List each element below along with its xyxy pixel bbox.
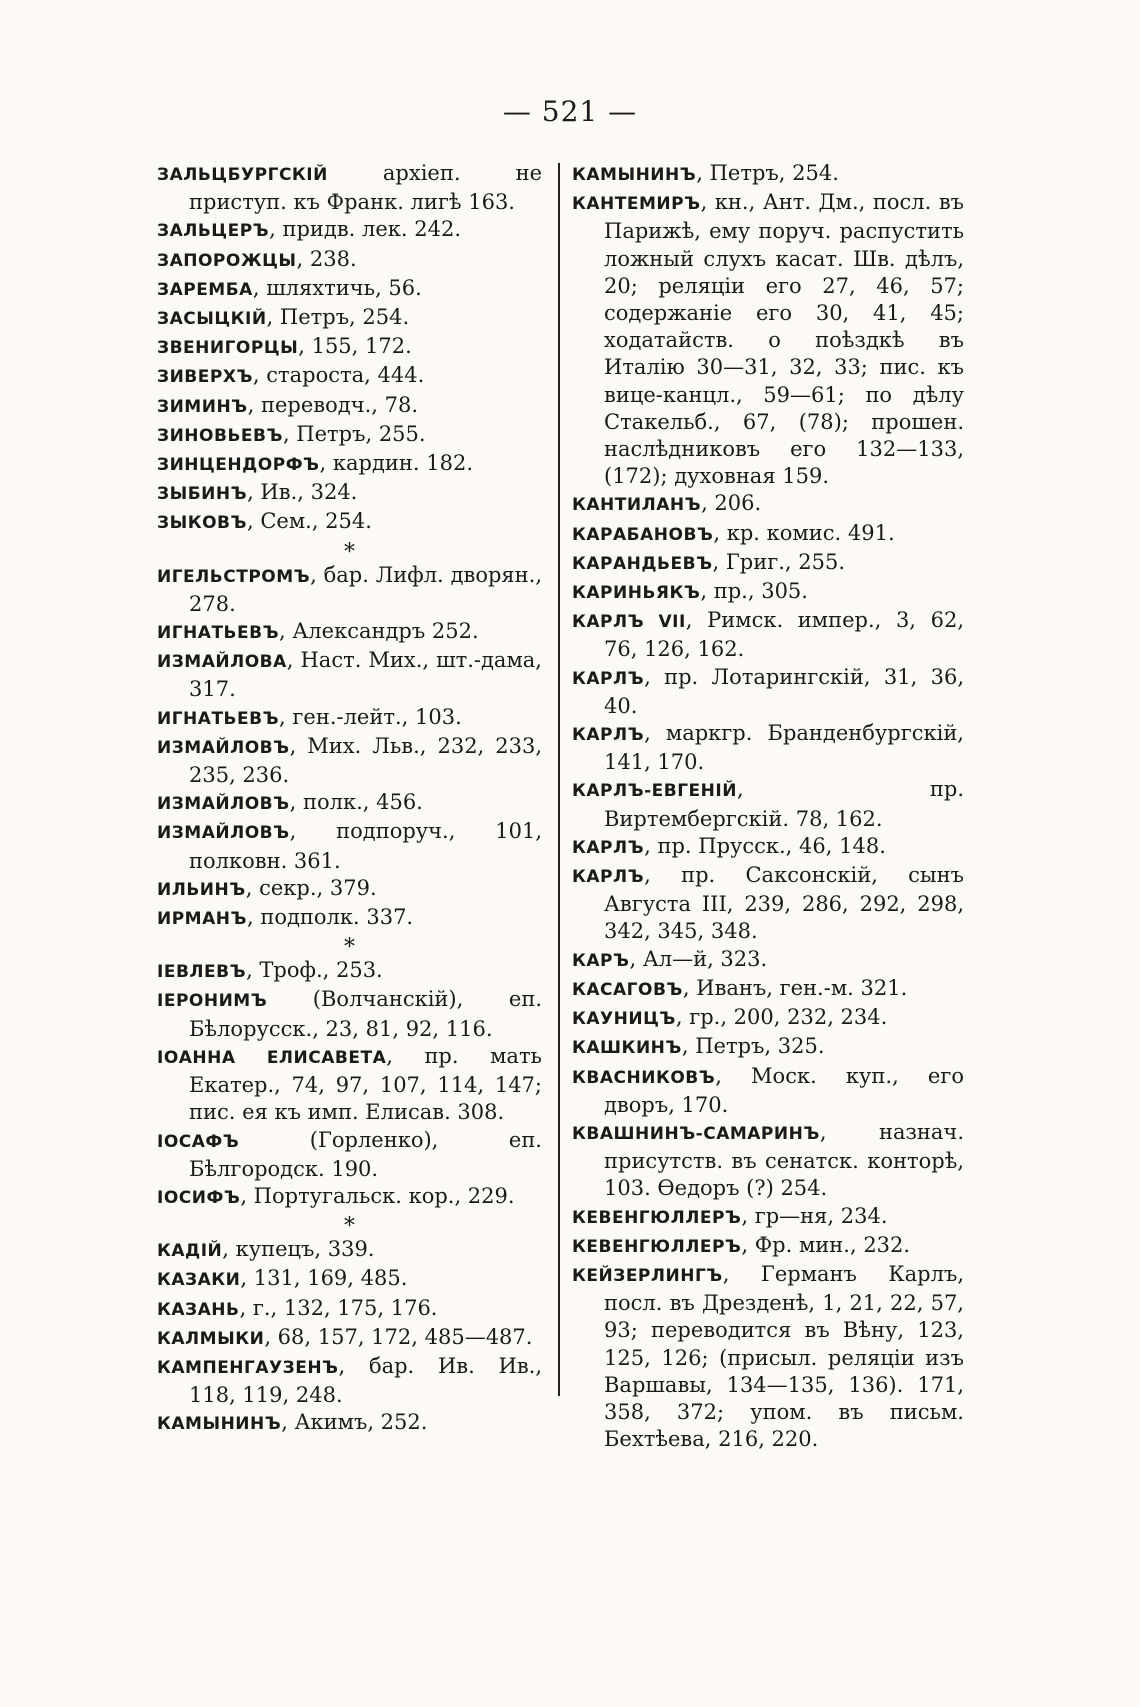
- entry-heading: КАЛМЫКИ: [157, 1328, 265, 1349]
- entry-text: , 206.: [701, 491, 762, 516]
- entry-text: , переводч., 78.: [247, 392, 419, 417]
- entry-text: , Сем., 254.: [246, 509, 372, 534]
- entry-heading: ЗАПОРОЖЦЫ: [157, 250, 297, 271]
- entry-text: , 131, 169, 485.: [240, 1266, 408, 1291]
- index-entry: [572, 189, 964, 490]
- index-entry: [157, 875, 542, 904]
- entry-heading: КАДІЙ: [157, 1241, 223, 1262]
- entry-heading: ЗАРЕМБА: [157, 279, 253, 300]
- entry-heading: КАРИНЬЯКЪ: [572, 583, 701, 604]
- entry-text: , назнач. присутств. въ сенатск. конторѣ, 103. Ѳедоръ (?) 254.: [604, 1119, 964, 1201]
- index-entry: [572, 1119, 964, 1203]
- entry-heading: ИГЕЛЬСТРОМЪ: [157, 566, 311, 587]
- entry-heading: КАНТЕМИРЪ: [572, 194, 701, 215]
- index-entry: [572, 833, 964, 862]
- entry-heading: КАРЛЪ VII: [572, 612, 686, 633]
- entry-text: (Горленко), еп. Бѣлгородск. 190.: [189, 1127, 542, 1181]
- entry-text: , Акимъ, 252.: [281, 1410, 428, 1435]
- entry-heading: ИЗМАЙЛОВЪ: [157, 737, 290, 758]
- entry-heading: ЗИНОВЬЕВЪ: [157, 425, 283, 446]
- entry-heading: КАМЫНИНЪ: [572, 165, 697, 185]
- entry-heading: ИЗМАЙЛОВЪ: [157, 823, 290, 844]
- entry-heading: КАРЛЪ: [572, 837, 645, 858]
- entry-text: архіеп. не приступ. къ Франк. лигѣ 163.: [189, 161, 542, 215]
- entry-text: , Ал—й, 323.: [629, 946, 768, 971]
- index-entry: [157, 1127, 542, 1183]
- index-entry: [157, 275, 542, 304]
- index-entry: [157, 160, 542, 216]
- entry-text: , бар. Лифл. дворян., 278.: [189, 562, 542, 616]
- entry-text: , Троф., 253.: [246, 958, 383, 983]
- index-entry: [157, 479, 542, 508]
- entry-heading: КАРЪ: [572, 950, 630, 971]
- index-entry: [157, 304, 542, 333]
- entry-heading: ІЕВЛЕВЪ: [157, 962, 247, 983]
- index-entry: [572, 776, 964, 832]
- entry-text: , бар. Ив. Ив., 118, 119, 248.: [189, 1353, 542, 1408]
- section-separator: *: [344, 539, 355, 565]
- entry-text: , 68, 157, 172, 485—487.: [264, 1324, 533, 1349]
- entry-text: , Иванъ, ген.-м. 321.: [682, 975, 908, 1000]
- entry-heading: ІОСИФЪ: [157, 1187, 241, 1208]
- entry-text: , пр. мать Екатер., 74, 97, 107, 114, 147; пис. ея къ имп. Елисав. 308.: [189, 1043, 542, 1125]
- entry-heading: КАРЛЪ: [572, 668, 645, 689]
- entry-text: , купецъ, 339.: [222, 1237, 375, 1262]
- entry-text: , подпоруч., 101, полковн. 361.: [189, 819, 542, 873]
- entry-heading: ИРМАНЪ: [157, 909, 247, 930]
- entry-text: , Александръ 252.: [279, 619, 479, 644]
- entry-heading: КАРАНДЬЕВЪ: [572, 553, 713, 574]
- entry-heading: КЕЙЗЕРЛИНГЪ: [572, 1265, 723, 1286]
- index-entry: [157, 1409, 542, 1438]
- entry-heading: КАРАБАНОВЪ: [572, 524, 714, 545]
- entry-text: , пр. Прусск., 46, 148.: [644, 833, 886, 858]
- entry-text: , Фр. мин., 232.: [741, 1232, 911, 1257]
- section-separator: *: [344, 1214, 355, 1240]
- index-entry: [572, 607, 964, 663]
- entry-text: , Ив., 324.: [247, 480, 358, 505]
- entry-text: , пр. Саксонскій, сынъ Августа III, 239, 286, 292, 298, 342, 345, 348.: [604, 863, 964, 944]
- entry-heading: ЗЫКОВЪ: [157, 513, 247, 534]
- index-entry: [572, 549, 964, 578]
- index-entry: [572, 862, 964, 946]
- index-entry: [572, 578, 964, 607]
- index-entry: [572, 1232, 964, 1261]
- index-entry: [157, 1353, 542, 1409]
- entry-heading: КАЗАКИ: [157, 1270, 241, 1291]
- entry-heading: ИЛЬИНЪ: [157, 879, 246, 900]
- index-entry: [572, 946, 964, 975]
- index-entry: [157, 562, 542, 618]
- entry-heading: КАНТИЛАНЪ: [572, 495, 702, 516]
- entry-text: , гр., 200, 232, 234.: [675, 1005, 888, 1030]
- entry-text: , Петръ, 325.: [681, 1034, 825, 1059]
- entry-text: , г., 132, 175, 176.: [239, 1295, 438, 1320]
- page-number: — 521 —: [502, 95, 638, 128]
- index-entry: [572, 1261, 964, 1453]
- entry-text: , Португальск. кор., 229.: [240, 1183, 515, 1208]
- entry-text: , пр. Лотарингскій, 31, 36, 40.: [604, 664, 964, 718]
- entry-heading: КВАСНИКОВЪ: [572, 1067, 716, 1088]
- entry-text: , полк., 456.: [289, 790, 423, 815]
- index-entry: [572, 664, 964, 720]
- index-entry: [157, 957, 542, 986]
- entry-heading: ІОСАФЪ: [157, 1131, 240, 1152]
- entry-heading: КАСАГОВЪ: [572, 979, 683, 1000]
- entry-heading: ИГНАТЬЕВЪ: [157, 708, 280, 729]
- entry-text: , Германъ Карлъ, посл. въ Дрезденѣ, 1, 21, 22, 57, 93; переводится въ Вѣну, 123, 125, 126; (присыл. реляціи изъ Варшавы, 134—135, 136). 171, 358, 372; упом. въ письм. Бехтѣева, 216, 220.: [604, 1261, 964, 1452]
- entry-heading: КАМПЕНГАУЗЕНЪ: [157, 1357, 339, 1378]
- entry-heading: КАРЛЪ-ЕВГЕНІЙ: [572, 781, 737, 802]
- index-entry: [157, 333, 542, 362]
- entry-text: , Римск. импер., 3, 62, 76, 126, 162.: [604, 608, 965, 662]
- entry-heading: КАШКИНЪ: [572, 1038, 682, 1059]
- entry-text: , Моск. куп., его дворъ, 170.: [604, 1063, 964, 1117]
- index-entry: [157, 246, 542, 275]
- entry-heading: ЗИНЦЕНДОРФЪ: [157, 455, 320, 476]
- entry-heading: ЗВЕНИГОРЦЫ: [157, 338, 299, 359]
- index-entry: [157, 818, 542, 874]
- index-entry: [572, 975, 964, 1004]
- entry-heading: ЗАЛЬЦБУРГСКІЙ: [157, 165, 328, 185]
- index-entry: [572, 1004, 964, 1033]
- entry-heading: КАУНИЦЪ: [572, 1009, 676, 1030]
- entry-text: , придв. лек. 242.: [269, 217, 462, 242]
- index-entry: [572, 1203, 964, 1232]
- entry-heading: КВАШНИНЪ-САМАРИНЪ: [572, 1123, 820, 1144]
- entry-text: , Мих. Льв., 232, 233, 235, 236.: [189, 733, 542, 788]
- index-entry: [157, 986, 542, 1042]
- entry-text: , Петръ, 254.: [266, 305, 410, 330]
- index-column-right: [572, 160, 964, 1453]
- index-entry: [157, 1183, 542, 1212]
- entry-text: , Григ., 255.: [712, 549, 846, 574]
- index-entry: [157, 1295, 542, 1324]
- entry-text: , пр., 305.: [700, 579, 808, 604]
- index-entry: [157, 1324, 542, 1353]
- entry-heading: КАРЛЪ: [572, 725, 645, 746]
- entry-heading: ЗЫБИНЪ: [157, 484, 248, 505]
- entry-text: , Петръ, 254.: [696, 161, 839, 185]
- entry-text: , Петръ, 255.: [282, 421, 426, 446]
- index-entry: [157, 421, 542, 450]
- entry-text: , гр—ня, 234.: [741, 1203, 888, 1228]
- index-entry: [157, 1236, 542, 1265]
- entry-text: , староста, 444.: [252, 363, 425, 388]
- entry-heading: КАЗАНЬ: [157, 1299, 240, 1320]
- index-entry: [572, 490, 964, 519]
- entry-heading: ИЗМАЙЛОВЪ: [157, 794, 290, 815]
- index-entry: [157, 733, 542, 789]
- entry-heading: ЗАЛЬЦЕРЪ: [157, 221, 270, 242]
- entry-text: , кардин. 182.: [319, 451, 474, 476]
- index-entry: [157, 1265, 542, 1294]
- column-divider: [558, 163, 560, 1396]
- index-entry: [572, 1033, 964, 1062]
- entry-text: , Наст. Мих., шт.-дама, 317.: [189, 648, 542, 702]
- entry-heading: КАМЫНИНЪ: [157, 1414, 282, 1435]
- entry-heading: ИГНАТЬЕВЪ: [157, 623, 280, 644]
- index-entry: [572, 160, 964, 189]
- index-entry: [157, 392, 542, 421]
- index-entry: [157, 508, 542, 537]
- index-entry: [157, 904, 542, 933]
- index-entry: [157, 704, 542, 733]
- entry-text: , кн., Ант. Дм., посл. въ Парижѣ, ему поруч. распустить ложный слухъ касат. Шв. дѣлъ, 20; реляціи его 27, 46, 57; содержаніе его 30, 41, 45; ходатайств. о поѣздкѣ въ Италію 30—31, 32, 33; пис. къ вице-канцл., 59—61; по дѣлу Стакельб., 67, (78); прошен. наслѣдниковъ его 132—133, (172); духовная 159.: [604, 190, 964, 489]
- index-entry: [157, 618, 542, 647]
- entry-heading: ІЕРОНИМЪ: [157, 991, 268, 1012]
- entry-heading: КЕВЕНГЮЛЛЕРЪ: [572, 1207, 742, 1228]
- index-column-left: [157, 160, 542, 1439]
- entry-heading: ИЗМАЙЛОВА: [157, 652, 287, 673]
- entry-text: , пр. Виртембергскій. 78, 162.: [604, 777, 964, 831]
- index-entry: [572, 720, 964, 776]
- entry-heading: ІОАННА ЕЛИСАВЕТА: [157, 1047, 387, 1068]
- index-entry: [157, 450, 542, 479]
- entry-text: (Волчанскій), еп. Бѣлорусск., 23, 81, 92, 116.: [189, 987, 542, 1041]
- entry-text: , маркгр. Бранденбургскій, 141, 170.: [604, 721, 964, 775]
- entry-heading: ЗИВЕРХЪ: [157, 367, 253, 388]
- index-entry: [157, 1043, 542, 1127]
- entry-heading: ЗИМИНЪ: [157, 396, 248, 417]
- index-entry: [157, 789, 542, 818]
- entry-text: , 238.: [296, 246, 357, 271]
- entry-text: , ген.-лейт., 103.: [279, 704, 462, 729]
- index-entry: [572, 1063, 964, 1119]
- index-entry: [157, 362, 542, 391]
- entry-text: , подполк. 337.: [246, 905, 414, 930]
- index-entry: [157, 216, 542, 245]
- index-entry: [157, 647, 542, 703]
- entry-heading: ЗАСЫЦКІЙ: [157, 309, 267, 330]
- index-entry: [572, 520, 964, 549]
- entry-heading: КЕВЕНГЮЛЛЕРЪ: [572, 1236, 742, 1257]
- entry-text: , секр., 379.: [245, 875, 377, 900]
- entry-text: , кр. комис. 491.: [713, 520, 895, 545]
- section-separator: *: [344, 935, 355, 961]
- entry-text: , шляхтичь, 56.: [252, 275, 422, 300]
- entry-heading: КАРЛЪ: [572, 867, 645, 888]
- entry-text: , 155, 172.: [298, 334, 412, 359]
